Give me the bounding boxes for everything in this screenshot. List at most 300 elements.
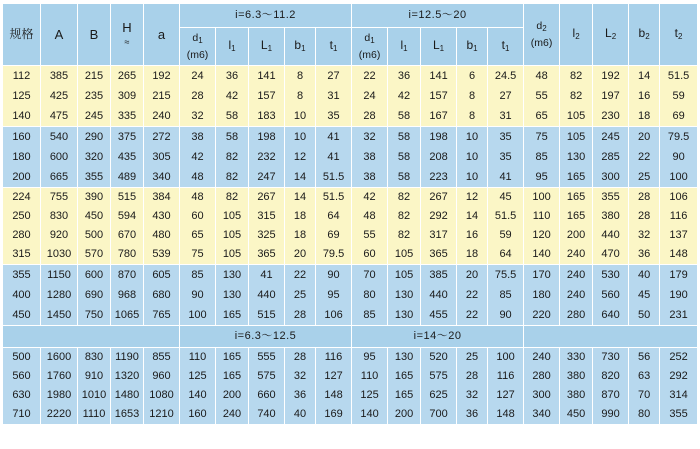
cell-value: 90 <box>327 269 340 281</box>
cell-value: 223 <box>429 171 448 183</box>
cell-value: 320 <box>84 151 104 163</box>
cell-value: 355 <box>84 171 104 183</box>
cell-value: 1480 <box>114 389 140 401</box>
cell-value: 65 <box>191 229 204 241</box>
cell-value: 18 <box>293 210 307 222</box>
cell-value: 38 <box>191 131 204 143</box>
cell-value: 14 <box>293 191 307 203</box>
cell-value: 42 <box>225 90 239 102</box>
cell-value: 28 <box>363 110 376 122</box>
cell-value: 240 <box>532 351 551 363</box>
cell-value: 730 <box>601 351 620 363</box>
spec-table-wrapper <box>2 3 698 447</box>
cell-value: 10 <box>465 151 479 163</box>
cell-value: 1600 <box>46 351 72 363</box>
cell-value: 285 <box>601 151 620 163</box>
col-header-d1-second: $d_1$ (m6) <box>352 28 388 66</box>
table-cell <box>78 188 111 265</box>
cell-value: 10 <box>465 131 479 143</box>
table-cell <box>180 348 216 425</box>
cell-value: 85 <box>499 289 512 301</box>
table-cell <box>457 348 488 425</box>
cell-value: 50 <box>637 309 651 321</box>
cell-value: 198 <box>429 131 448 143</box>
table-cell <box>316 66 352 127</box>
cell-value: 82 <box>397 210 411 222</box>
table-cell <box>78 265 111 326</box>
cell-value: 265 <box>117 70 137 82</box>
cell-value: 475 <box>49 110 69 122</box>
table-cell <box>41 265 78 326</box>
cell-value: 85 <box>363 309 376 321</box>
table-cell <box>524 265 560 326</box>
cell-value: 325 <box>257 229 276 241</box>
cell-value: 41 <box>499 171 512 183</box>
cell-value: 450 <box>566 408 586 420</box>
table-cell <box>216 348 249 425</box>
table-cell <box>524 348 560 425</box>
table-row-band-2 <box>3 127 698 188</box>
cell-value: 70 <box>363 269 376 281</box>
cell-value: 1065 <box>114 309 140 321</box>
col-header-A: A <box>41 4 78 66</box>
col-header-d1: $d_1$ (m6) <box>180 28 216 66</box>
table-cell <box>593 348 629 425</box>
cell-value: 165 <box>566 191 586 203</box>
col-header-spec: 规格 <box>3 4 41 66</box>
cell-value: 192 <box>152 70 171 82</box>
cell-value: 82 <box>397 191 411 203</box>
spec-table <box>2 3 698 425</box>
header-row-groups <box>3 4 698 28</box>
cell-value: 141 <box>429 70 448 82</box>
table-cell <box>352 188 388 265</box>
cell-value: 570 <box>84 248 104 260</box>
cell-value: 990 <box>601 408 620 420</box>
cell-value: 31 <box>499 110 512 122</box>
cell-value: 215 <box>152 90 171 102</box>
table-cell <box>3 348 41 425</box>
cell-value: 41 <box>327 131 340 143</box>
cell-value: 870 <box>117 269 137 281</box>
cell-value: 140 <box>360 408 379 420</box>
group-header-ratio-2: i=12.5～20 <box>352 4 524 28</box>
cell-value: 224 <box>12 191 31 203</box>
cell-value: 20 <box>637 131 651 143</box>
cell-value: 130 <box>394 309 414 321</box>
cell-value: 355 <box>601 191 620 203</box>
cell-value: 80 <box>637 408 651 420</box>
cell-value: 198 <box>257 131 276 143</box>
cell-value: 82 <box>225 191 239 203</box>
cell-value: 605 <box>152 269 171 281</box>
cell-value: 36 <box>465 408 479 420</box>
cell-value: 245 <box>84 110 104 122</box>
col-header-a: a <box>144 4 180 66</box>
cell-value: 58 <box>397 110 411 122</box>
cell-value: 75 <box>535 131 548 143</box>
cell-value: 148 <box>324 389 343 401</box>
cell-value: 110 <box>532 210 551 222</box>
cell-value: 32 <box>191 110 204 122</box>
cell-value: 40 <box>637 269 651 281</box>
cell-value: 1110 <box>82 408 106 420</box>
table-cell <box>388 66 421 127</box>
cell-value: 42 <box>363 191 376 203</box>
table-cell <box>421 127 457 188</box>
cell-value: 600 <box>49 151 69 163</box>
cell-value: 365 <box>257 248 276 260</box>
cell-value: 560 <box>601 289 620 301</box>
table-cell <box>388 127 421 188</box>
col-header-l1-second: $l_1$ <box>388 28 421 66</box>
table-cell <box>285 127 316 188</box>
cell-value: 22 <box>465 289 479 301</box>
table-cell <box>111 188 144 265</box>
cell-value: 480 <box>152 229 171 241</box>
cell-value: 180 <box>532 289 551 301</box>
cell-value: 75.5 <box>494 269 517 281</box>
col-header-t1-second: $t_1$ <box>488 28 524 66</box>
table-cell <box>249 127 285 188</box>
cell-value: 105 <box>394 248 414 260</box>
cell-value: 42 <box>191 151 204 163</box>
cell-value: 240 <box>152 110 171 122</box>
cell-value: 710 <box>12 408 31 420</box>
cell-value: 8 <box>296 70 304 82</box>
cell-value: 55 <box>363 229 376 241</box>
cell-value: 660 <box>257 389 276 401</box>
cell-value: 12 <box>465 191 479 203</box>
cell-value: 231 <box>669 309 688 321</box>
table-cell <box>560 66 593 127</box>
cell-value: 41 <box>327 151 340 163</box>
table-cell <box>3 188 41 265</box>
table-cell <box>111 127 144 188</box>
cell-value: 65 <box>535 110 548 122</box>
cell-value: 355 <box>12 269 31 281</box>
cell-value: 32 <box>465 389 479 401</box>
cell-value: 28 <box>293 309 307 321</box>
cell-value: 240 <box>566 248 586 260</box>
cell-value: 95 <box>535 171 548 183</box>
cell-value: 36 <box>397 70 411 82</box>
table-cell <box>216 265 249 326</box>
cell-value: 106 <box>324 309 343 321</box>
cell-value: 183 <box>257 110 276 122</box>
cell-value: 116 <box>669 210 688 222</box>
cell-value: 58 <box>225 110 239 122</box>
cell-value: 69 <box>327 229 340 241</box>
cell-value: 450 <box>84 210 104 222</box>
cell-value: 137 <box>669 229 688 241</box>
cell-value: 292 <box>429 210 448 222</box>
cell-value: 160 <box>12 131 31 143</box>
cell-value: 165 <box>394 370 414 382</box>
cell-value: 58 <box>225 131 239 143</box>
table-cell <box>457 66 488 127</box>
col-header-L2: $L_2$ <box>593 4 629 66</box>
cell-value: 830 <box>49 210 69 222</box>
col-header-H: H ≈ <box>111 4 144 66</box>
col-header-t2: $t_2$ <box>660 4 698 66</box>
cell-value: 167 <box>429 110 448 122</box>
cell-value: 165 <box>222 351 242 363</box>
cell-value: 235 <box>84 90 104 102</box>
cell-value: 385 <box>49 70 69 82</box>
cell-value: 1320 <box>114 370 140 382</box>
cell-value: 105 <box>394 269 414 281</box>
cell-value: 309 <box>117 90 137 102</box>
cell-value: 450 <box>12 309 31 321</box>
cell-value: 24 <box>191 70 204 82</box>
cell-value: 59 <box>499 229 512 241</box>
cell-value: 240 <box>222 408 242 420</box>
cell-value: 400 <box>12 289 31 301</box>
table-cell <box>352 127 388 188</box>
table-cell <box>78 127 111 188</box>
cell-value: 141 <box>257 70 276 82</box>
cell-value: 36 <box>637 248 651 260</box>
cell-value: 140 <box>532 248 551 260</box>
table-cell <box>352 265 388 326</box>
cell-value: 920 <box>49 229 69 241</box>
table-cell <box>524 127 560 188</box>
cell-value: 25 <box>293 289 307 301</box>
cell-value: 365 <box>429 248 448 260</box>
cell-value: 105 <box>566 110 586 122</box>
cell-value: 35 <box>499 131 512 143</box>
cell-value: 670 <box>117 229 137 241</box>
cell-value: 38 <box>363 171 376 183</box>
table-cell <box>421 66 457 127</box>
cell-value: 112 <box>12 70 31 82</box>
cell-value: 910 <box>84 370 104 382</box>
cell-value: 125 <box>360 389 379 401</box>
table-cell <box>249 265 285 326</box>
cell-value: 555 <box>257 351 276 363</box>
cell-value: 80 <box>363 289 376 301</box>
cell-value: 272 <box>152 131 171 143</box>
cell-value: 105 <box>222 210 242 222</box>
table-cell <box>285 348 316 425</box>
table-cell <box>488 188 524 265</box>
table-cell <box>216 188 249 265</box>
cell-value: 16 <box>637 90 651 102</box>
table-cell <box>144 66 180 127</box>
cell-value: 35 <box>499 151 512 163</box>
table-cell <box>488 66 524 127</box>
table-cell <box>560 127 593 188</box>
cell-value: 1080 <box>149 389 174 401</box>
table-row-band-3 <box>3 188 698 265</box>
cell-value: 665 <box>49 171 69 183</box>
cell-value: 1280 <box>46 289 72 301</box>
cell-value: 169 <box>324 408 343 420</box>
cell-value: 42 <box>397 90 411 102</box>
cell-value: 82 <box>569 90 583 102</box>
cell-value: 200 <box>566 229 586 241</box>
cell-value: 425 <box>49 90 69 102</box>
cell-value: 51.5 <box>322 191 345 203</box>
cell-value: 300 <box>532 389 551 401</box>
table-cell <box>249 188 285 265</box>
cell-value: 130 <box>222 269 242 281</box>
cell-value: 520 <box>429 351 448 363</box>
table-cell <box>285 188 316 265</box>
cell-value: 79.5 <box>322 248 345 260</box>
cell-value: 148 <box>669 248 688 260</box>
cell-value: 594 <box>117 210 137 222</box>
cell-value: 380 <box>601 210 620 222</box>
cell-value: 27 <box>499 90 512 102</box>
cell-value: 690 <box>84 289 104 301</box>
mid-group-header-ratio-1: i=6.3～12.5 <box>180 326 352 348</box>
table-cell <box>316 127 352 188</box>
cell-value: 575 <box>429 370 448 382</box>
cell-value: 36 <box>293 389 307 401</box>
table-cell <box>41 348 78 425</box>
table-cell <box>629 265 660 326</box>
cell-value: 95 <box>327 289 340 301</box>
cell-value: 1980 <box>46 389 72 401</box>
cell-value: 6 <box>468 70 476 82</box>
cell-value: 127 <box>496 389 515 401</box>
table-cell <box>285 66 316 127</box>
cell-value: 140 <box>12 110 31 122</box>
cell-value: 1760 <box>46 370 72 382</box>
cell-value: 245 <box>601 131 620 143</box>
table-cell <box>629 188 660 265</box>
table-cell <box>216 66 249 127</box>
table-cell <box>593 66 629 127</box>
cell-value: 1450 <box>46 309 72 321</box>
cell-value: 106 <box>669 191 688 203</box>
cell-value: 105 <box>222 229 242 241</box>
cell-value: 105 <box>566 131 586 143</box>
cell-value: 90 <box>191 289 204 301</box>
table-cell <box>660 348 698 425</box>
table-cell <box>524 66 560 127</box>
table-cell <box>316 188 352 265</box>
cell-value: 625 <box>429 389 448 401</box>
cell-value: 515 <box>117 191 137 203</box>
cell-value: 55 <box>535 90 548 102</box>
cell-value: 750 <box>84 309 104 321</box>
cell-value: 355 <box>669 408 688 420</box>
table-cell <box>249 348 285 425</box>
cell-value: 247 <box>257 171 276 183</box>
table-cell <box>111 348 144 425</box>
cell-value: 232 <box>257 151 276 163</box>
cell-value: 32 <box>293 370 307 382</box>
cell-value: 250 <box>12 210 31 222</box>
cell-value: 830 <box>84 351 104 363</box>
cell-value: 165 <box>222 370 242 382</box>
cell-value: 27 <box>327 70 340 82</box>
cell-value: 240 <box>566 269 586 281</box>
cell-value: 280 <box>532 370 551 382</box>
cell-value: 41 <box>260 269 273 281</box>
cell-value: 440 <box>257 289 276 301</box>
cell-value: 16 <box>465 229 479 241</box>
mid-header-blank-right <box>524 326 698 348</box>
cell-value: 32 <box>363 131 376 143</box>
cell-value: 25 <box>637 171 651 183</box>
cell-value: 18 <box>293 229 307 241</box>
cell-value: 440 <box>601 229 620 241</box>
table-cell <box>41 66 78 127</box>
table-cell <box>144 348 180 425</box>
table-cell <box>629 66 660 127</box>
table-cell <box>421 188 457 265</box>
table-cell <box>180 127 216 188</box>
cell-value: 48 <box>191 171 204 183</box>
cell-value: 200 <box>12 171 31 183</box>
col-header-t1: $t_1$ <box>316 28 352 66</box>
cell-value: 64 <box>327 210 340 222</box>
cell-value: 59 <box>672 90 685 102</box>
cell-value: 14 <box>293 171 307 183</box>
cell-value: 125 <box>188 370 207 382</box>
table-cell <box>352 348 388 425</box>
cell-value: 314 <box>669 389 688 401</box>
cell-value: 375 <box>117 131 137 143</box>
cell-value: 28 <box>293 351 307 363</box>
table-cell <box>249 66 285 127</box>
cell-value: 200 <box>222 389 242 401</box>
table-cell <box>111 66 144 127</box>
cell-value: 79.5 <box>667 131 690 143</box>
cell-value: 575 <box>257 370 276 382</box>
cell-value: 240 <box>566 289 586 301</box>
cell-value: 28 <box>637 191 651 203</box>
col-header-b1-second: $b_1$ <box>457 28 488 66</box>
cell-value: 165 <box>222 309 242 321</box>
table-cell <box>144 188 180 265</box>
cell-value: 340 <box>152 171 171 183</box>
col-header-L1-second: $L_1$ <box>421 28 457 66</box>
cell-value: 100 <box>496 351 515 363</box>
table-cell <box>421 348 457 425</box>
cell-value: 1210 <box>149 408 174 420</box>
cell-value: 60 <box>363 248 376 260</box>
cell-value: 870 <box>601 389 620 401</box>
table-cell <box>629 127 660 188</box>
cell-value: 100 <box>188 309 207 321</box>
cell-value: 740 <box>257 408 276 420</box>
cell-value: 82 <box>569 70 583 82</box>
cell-value: 197 <box>601 90 620 102</box>
cell-value: 390 <box>84 191 104 203</box>
cell-value: 18 <box>465 248 479 260</box>
cell-value: 48 <box>363 210 376 222</box>
cell-value: 130 <box>394 351 414 363</box>
cell-value: 85 <box>191 269 204 281</box>
cell-value: 24 <box>363 90 376 102</box>
table-cell <box>41 188 78 265</box>
table-cell <box>78 66 111 127</box>
cell-value: 60 <box>191 210 204 222</box>
cell-value: 165 <box>394 389 414 401</box>
cell-value: 280 <box>566 309 586 321</box>
cell-value: 2220 <box>46 408 72 420</box>
cell-value: 1010 <box>81 389 107 401</box>
cell-value: 14 <box>637 70 651 82</box>
cell-value: 340 <box>532 408 551 420</box>
cell-value: 165 <box>566 171 586 183</box>
table-cell <box>180 66 216 127</box>
